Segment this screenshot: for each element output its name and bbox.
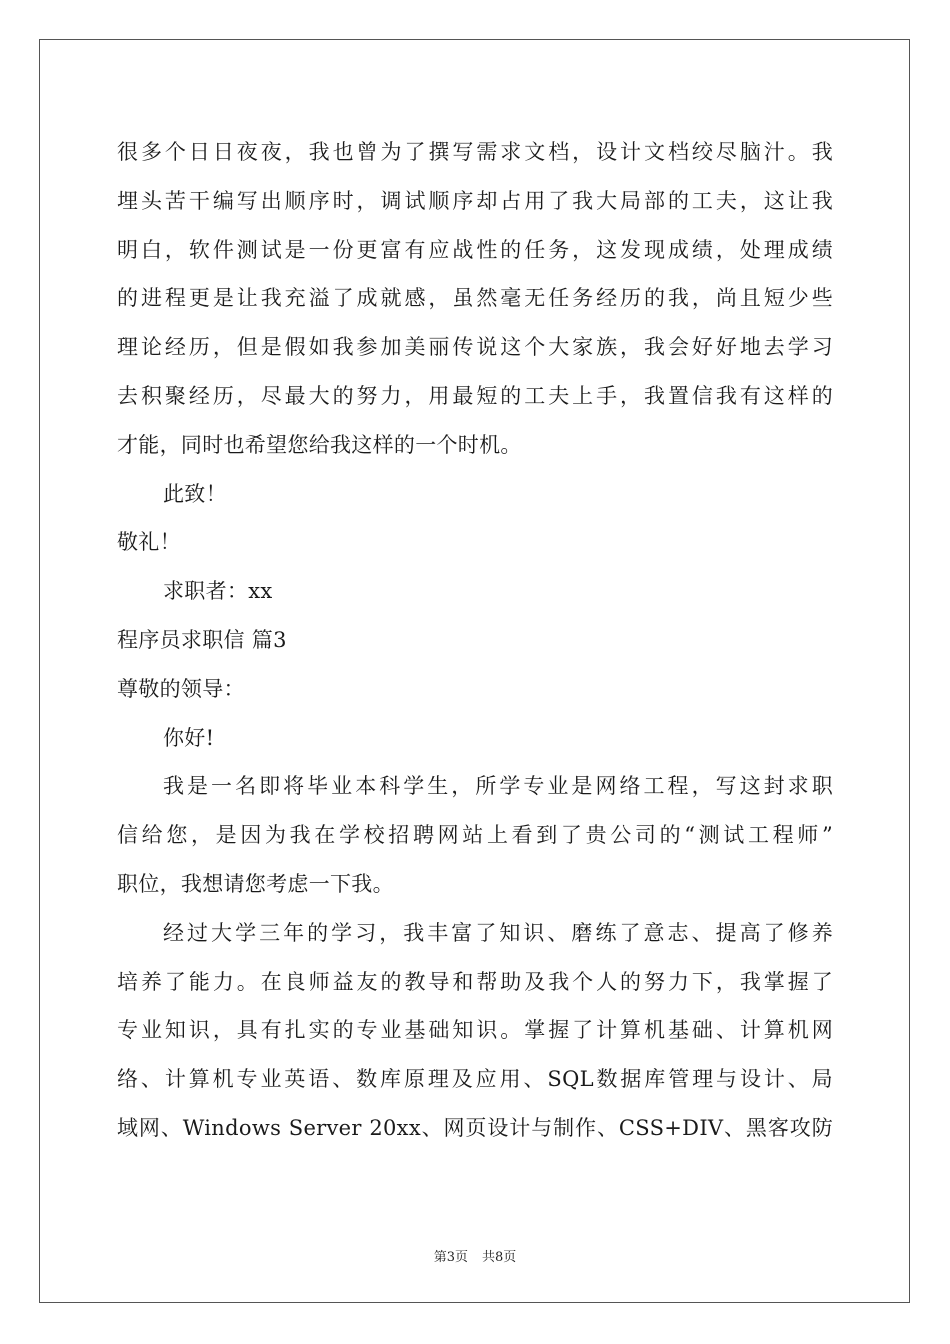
- text-line: 的进程更是让我充溢了成就感，虽然毫无任务经历的我，尚且短少些: [117, 286, 833, 311]
- page-footer: [0, 1246, 950, 1265]
- text-line: 培养了能力。在良师益友的教导和帮助及我个人的努力下，我掌握了: [117, 969, 833, 994]
- document-body: [117, 128, 833, 1153]
- text-line: 我是一名即将毕业本科学生，所学专业是网络工程，写这封求职: [163, 774, 833, 799]
- text-line: 明白，软件测试是一份更富有应战性的任务，这发现成绩，处理成绩: [117, 237, 833, 262]
- page-number: 第3页: [433, 1250, 468, 1265]
- text-line: 程序员求职信 篇3: [117, 627, 287, 652]
- text-line: 此致！: [163, 481, 227, 506]
- text-line: 理论经历，但是假如我参加美丽传说这个大家族，我会好好地去学习: [117, 335, 833, 360]
- text-line: 经过大学三年的学习，我丰富了知识、磨练了意志、提高了修养: [163, 920, 833, 945]
- text-line: 尊敬的领导：: [117, 676, 245, 701]
- text-line: 才能，同时也希望您给我这样的一个时机。: [117, 432, 522, 457]
- text-line: 很多个日日夜夜，我也曾为了撰写需求文档，设计文档绞尽脑汁。我: [117, 140, 833, 164]
- text-line: 专业知识，具有扎实的专业基础知识。掌握了计算机基础、计算机网: [117, 1018, 833, 1043]
- text-line: 你好!: [163, 725, 215, 750]
- text-line: 职位，我想请您考虑一下我。: [117, 871, 394, 896]
- text-line: 信给您，是因为我在学校招聘网站上看到了贵公司的“测试工程师”: [117, 823, 833, 848]
- text-line: 络、计算机专业英语、数库原理及应用、SQL数据库管理与设计、局: [117, 1067, 833, 1092]
- text-line: 域网、Windows Server 20xx、网页设计与制作、CSS+DIV、黑客攻防: [117, 1115, 833, 1140]
- text-line: 去积聚经历，尽最大的努力，用最短的工夫上手，我置信我有这样的: [117, 383, 833, 408]
- text-line: 求职者：xx: [163, 579, 273, 604]
- total-pages: 共8页: [482, 1250, 517, 1265]
- text-line: 敬礼！: [117, 530, 181, 555]
- text-line: 埋头苦干编写出顺序时，调试顺序却占用了我大局部的工夫，这让我: [117, 188, 833, 213]
